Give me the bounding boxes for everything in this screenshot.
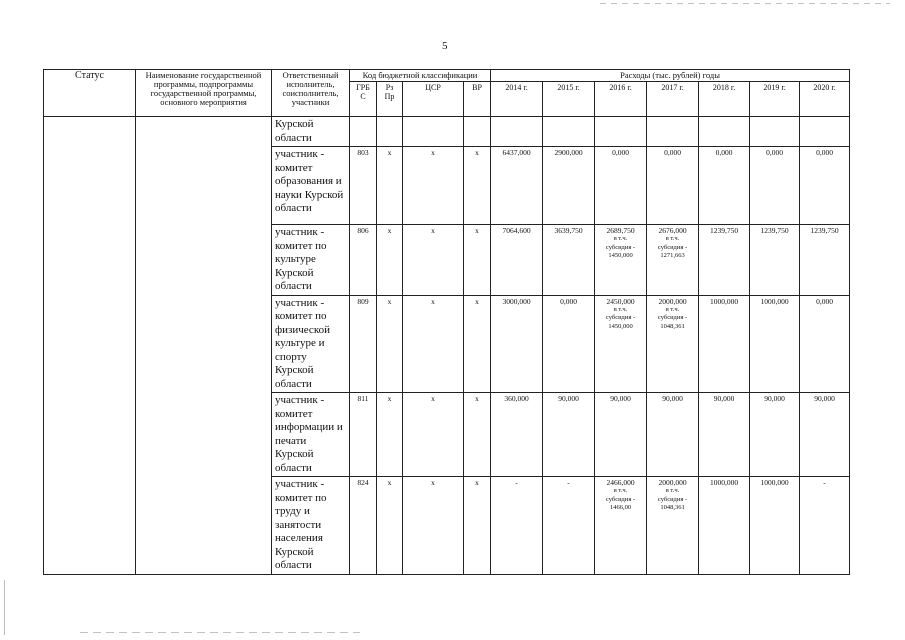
expense-cell <box>699 393 750 477</box>
header-year-2020: 2020 г. <box>800 82 850 117</box>
expense-cell <box>699 147 750 225</box>
expense-value: 2466,000 <box>606 478 635 487</box>
expense-value: 90,000 <box>610 394 631 403</box>
expense-value: 1239,750 <box>709 226 739 235</box>
expense-subsidy-line: субсидия - <box>657 495 688 503</box>
header-row-1 <box>44 70 850 82</box>
status-cell <box>44 117 136 575</box>
expense-cell <box>647 295 699 393</box>
expense-value: 0,000 <box>766 148 783 157</box>
expense-value: 90,000 <box>814 394 835 403</box>
expense-subsidy-line: в т.ч. <box>665 235 680 242</box>
grbs-cell <box>350 117 377 147</box>
vr-cell <box>464 117 491 147</box>
header-csr: ЦСР <box>403 82 464 117</box>
rzpr-cell: х <box>377 225 403 296</box>
expense-cell <box>491 393 543 477</box>
expense-cell <box>491 295 543 393</box>
expense-subsidy-line: 1271,663 <box>660 252 685 259</box>
expense-cell <box>491 117 543 147</box>
expense-value: 90,000 <box>662 394 683 403</box>
scan-artifact-bottom <box>80 632 360 633</box>
csr-cell: х <box>403 393 464 477</box>
expense-value: 1000,000 <box>760 296 789 306</box>
expense-cell <box>647 477 699 575</box>
expense-value: 6437,000 <box>502 148 531 157</box>
expense-value: 2900,000 <box>554 148 583 157</box>
header-year-2019: 2019 г. <box>750 82 800 117</box>
expense-cell <box>647 225 699 296</box>
expense-value: 2000,000 <box>658 296 687 306</box>
grbs-cell: 806 <box>350 225 377 296</box>
expense-subsidy-line: 1450,000 <box>608 252 633 259</box>
rzpr-cell: х <box>377 477 403 575</box>
expense-cell <box>595 225 647 296</box>
expense-cell <box>647 393 699 477</box>
expense-cell <box>699 477 750 575</box>
expense-cell <box>543 477 595 575</box>
expense-value: 90,000 <box>713 394 735 403</box>
vr-cell: х <box>464 393 491 477</box>
expense-cell <box>800 117 850 147</box>
responsible-cell: Курской области <box>272 117 350 147</box>
page-number: 5 <box>442 40 448 52</box>
vr-cell: х <box>464 147 491 225</box>
grbs-cell: 803 <box>350 147 377 225</box>
expense-cell <box>491 477 543 575</box>
expense-cell <box>800 225 850 296</box>
expense-subsidy-line: 1466,00 <box>609 504 632 511</box>
expense-value: 2689,750 <box>606 226 635 235</box>
vr-cell: х <box>464 477 491 575</box>
expense-cell <box>647 117 699 147</box>
expense-cell <box>543 393 595 477</box>
responsible-cell: участник - комитет по физической культуре и спорту Курской области <box>272 295 350 393</box>
expense-cell <box>543 147 595 225</box>
expense-subsidy-line: в т.ч. <box>613 487 628 494</box>
expense-cell <box>800 295 850 393</box>
header-year-2014: 2014 г. <box>491 82 543 117</box>
vr-cell: х <box>464 295 491 393</box>
responsible-cell: участник - комитет информации и печати Курской области <box>272 393 350 477</box>
expense-value: 90,000 <box>764 394 785 403</box>
table-row <box>44 117 850 147</box>
expense-value: 3639,750 <box>554 226 583 235</box>
header-budget-code: Код бюджетной классификации <box>350 70 491 82</box>
responsible-cell: участник - комитет по труду и занятости населения Курской области <box>272 477 350 575</box>
rzpr-cell <box>377 117 403 147</box>
expense-cell <box>647 147 699 225</box>
expense-value: 0,000 <box>560 296 577 306</box>
csr-cell: х <box>403 295 464 393</box>
expense-value: 0,000 <box>715 148 733 157</box>
expense-cell <box>699 117 750 147</box>
expense-cell <box>595 147 647 225</box>
expense-value: 1239,750 <box>760 226 789 235</box>
expense-cell <box>750 225 800 296</box>
expense-value: 2450,000 <box>606 296 635 306</box>
expense-cell <box>595 117 647 147</box>
expense-value: 3000,000 <box>502 296 531 306</box>
grbs-cell: 809 <box>350 295 377 393</box>
expense-value: 2676,000 <box>658 226 687 235</box>
responsible-cell: участник - комитет образования и науки Курской области <box>272 147 350 225</box>
expense-subsidy-line: субсидия - <box>605 495 636 503</box>
expense-value: 1000,000 <box>760 478 789 487</box>
header-year-2018: 2018 г. <box>699 82 750 117</box>
rzpr-cell: х <box>377 295 403 393</box>
budget-table <box>43 69 850 575</box>
expense-value: - <box>567 478 570 487</box>
expense-subsidy-line: субсидия - <box>605 314 636 321</box>
header-status: Статус <box>44 70 136 117</box>
expense-cell <box>800 477 850 575</box>
expense-cell <box>595 477 647 575</box>
grbs-cell: 824 <box>350 477 377 575</box>
rzpr-cell: х <box>377 147 403 225</box>
expense-value: 90,000 <box>558 394 579 403</box>
header-rzpr: Рз Пр <box>377 82 403 117</box>
expense-subsidy-line: 1048,361 <box>660 504 685 511</box>
expense-cell <box>750 117 800 147</box>
expense-value: 1000,000 <box>709 478 739 487</box>
expense-cell <box>800 147 850 225</box>
header-year-2017: 2017 г. <box>647 82 699 117</box>
expense-cell <box>750 477 800 575</box>
header-vr: ВР <box>464 82 491 117</box>
expense-cell <box>750 393 800 477</box>
expense-subsidy-line: в т.ч. <box>665 305 680 313</box>
header-grbs: ГРБ С <box>350 82 377 117</box>
expense-value: 0,000 <box>816 296 833 306</box>
expense-cell <box>750 147 800 225</box>
expense-value: 2000,000 <box>658 478 687 487</box>
expense-subsidy-line: в т.ч. <box>613 305 628 313</box>
expense-cell <box>800 393 850 477</box>
expense-value: 7064,600 <box>502 226 531 235</box>
program-name-cell <box>136 117 272 575</box>
expense-value: 1239,750 <box>810 226 839 235</box>
scan-artifact-edge <box>4 580 5 635</box>
expense-subsidy-line: в т.ч. <box>665 487 680 494</box>
expense-cell <box>750 295 800 393</box>
expense-value: 0,000 <box>664 148 681 157</box>
expense-subsidy-line: в т.ч. <box>613 235 628 242</box>
header-responsible: Ответственный исполнитель, соисполнитель, участники <box>272 70 350 117</box>
header-name: Наименование государственной программы, подпрограммы государственной программы, основного мероприятия <box>136 70 272 117</box>
expense-cell <box>699 225 750 296</box>
expense-cell <box>595 295 647 393</box>
expense-subsidy-line: субсидия - <box>605 243 636 251</box>
expense-value: 0,000 <box>612 148 629 157</box>
expense-cell <box>543 295 595 393</box>
csr-cell: х <box>403 225 464 296</box>
rzpr-cell: х <box>377 393 403 477</box>
expense-subsidy-line: 1450,000 <box>608 322 633 330</box>
csr-cell <box>403 117 464 147</box>
header-expenses: Расходы (тыс. рублей) годы <box>491 70 850 82</box>
expense-cell <box>543 117 595 147</box>
grbs-cell: 811 <box>350 393 377 477</box>
expense-cell <box>491 147 543 225</box>
expense-subsidy-line: субсидия - <box>657 243 688 251</box>
csr-cell: х <box>403 147 464 225</box>
expense-value: 1000,000 <box>709 296 739 306</box>
expense-value: 0,000 <box>816 148 833 157</box>
expense-cell <box>543 225 595 296</box>
scan-artifact-top <box>600 3 890 4</box>
expense-subsidy-line: субсидия - <box>657 314 688 321</box>
expense-value: 360,000 <box>504 394 529 403</box>
header-year-2016: 2016 г. <box>595 82 647 117</box>
expense-cell <box>699 295 750 393</box>
expense-value: - <box>823 478 826 487</box>
expense-subsidy-line: 1048,361 <box>660 322 685 330</box>
expense-cell <box>491 225 543 296</box>
expense-value: - <box>515 478 518 487</box>
expense-cell <box>595 393 647 477</box>
header-year-2015: 2015 г. <box>543 82 595 117</box>
table-body <box>44 117 850 575</box>
responsible-cell: участник - комитет по культуре Курской области <box>272 225 350 296</box>
vr-cell: х <box>464 225 491 296</box>
csr-cell: х <box>403 477 464 575</box>
